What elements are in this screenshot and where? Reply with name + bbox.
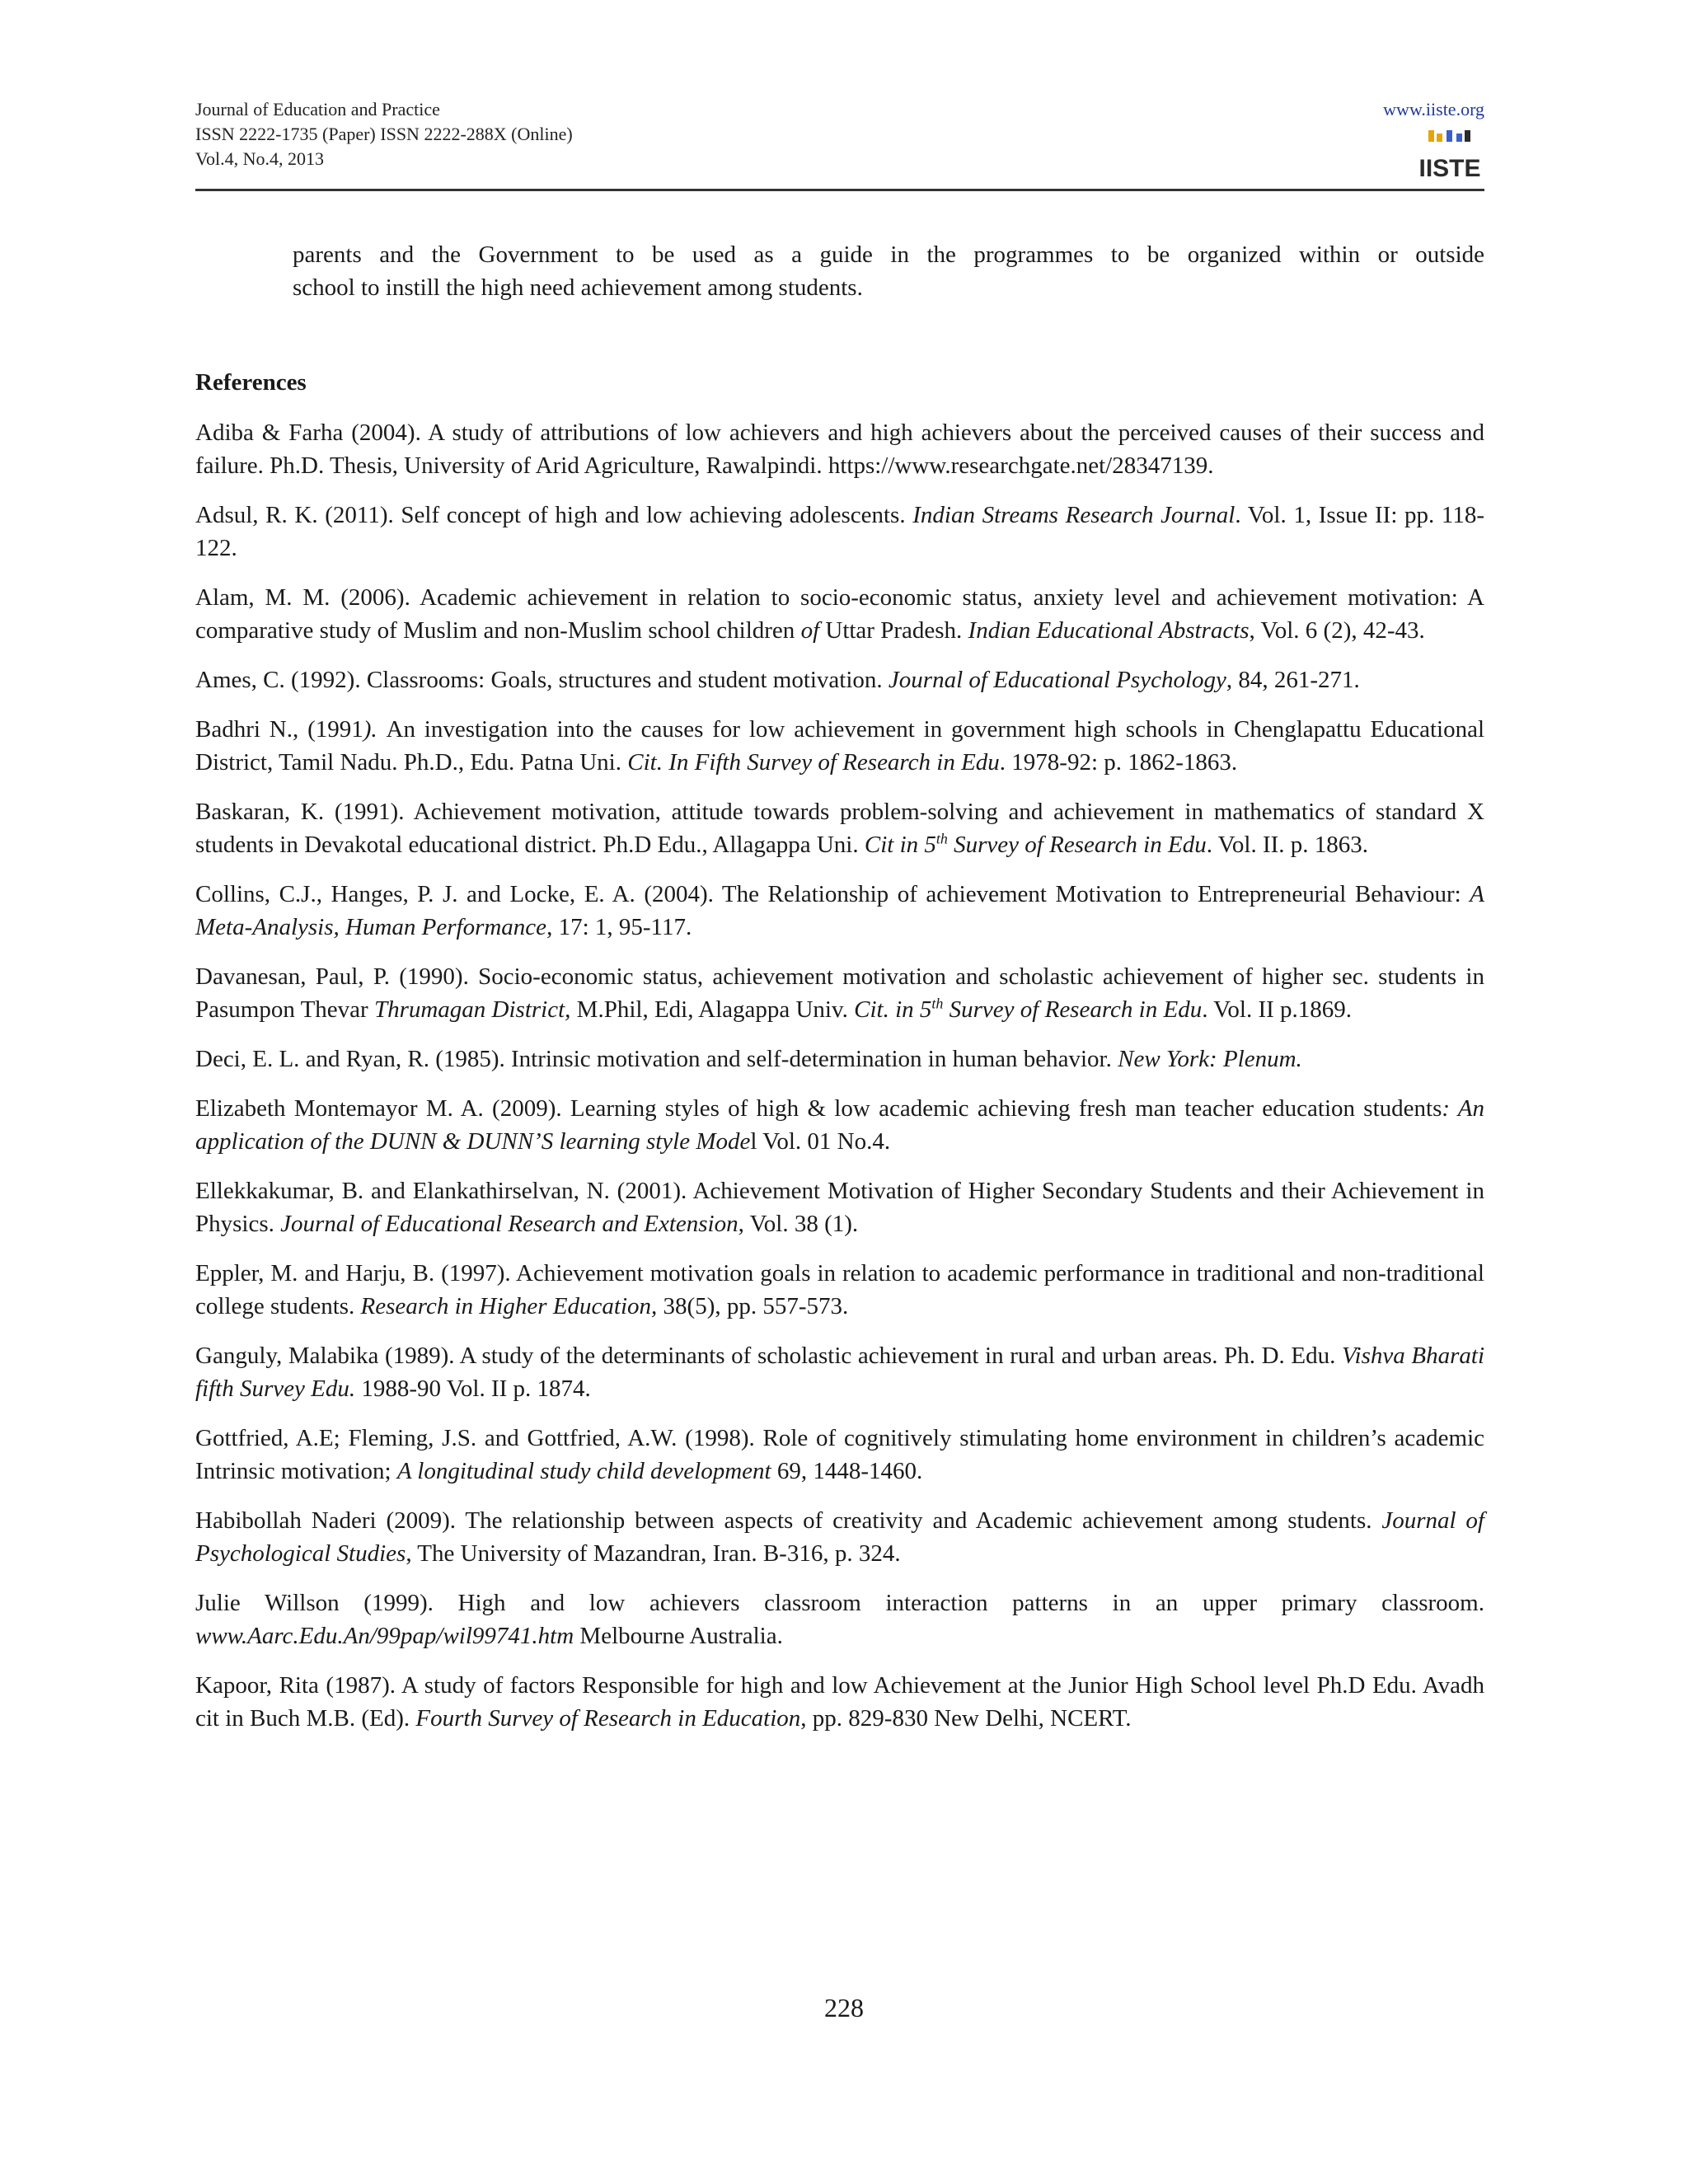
page-number: 228 [824,1993,864,2022]
reference-text-segment: Gottfried, A.E; Fleming, J.S. and Gottfried, A.W. (1998). Role of cognitively stimulating home environment in children’s academic Intrinsic motivation; [195,1425,1484,1484]
reference-item [195,499,1484,565]
page-header [195,97,1484,190]
reference-text-segment: Indian Educational Abstracts [968,617,1250,644]
reference-text-segment: ). [363,716,387,743]
reference-text-segment: l Vol. 01 No.4. [750,1128,891,1155]
reference-text-segment: Survey of Research in Edu [947,832,1207,858]
reference-text-segment: . Vol. II. p. 1863. [1206,832,1369,858]
reference-item [195,416,1484,482]
reference-text-segment: Cit. in 5 [854,996,932,1023]
reference-text-segment: Journal of Educational Research and Extension [280,1211,738,1237]
reference-text-segment: 69, 1448-1460. [771,1458,923,1484]
reference-text-segment: M.Phil, Edi, Alagappa Univ. [570,996,855,1023]
references-heading: References [195,369,307,396]
reference-text-segment: , The University of Mazandran, Iran. B-316, p. 324. [406,1540,901,1567]
reference-text-segment: 1988-90 Vol. II p. 1874. [355,1376,591,1402]
reference-text-segment: Deci, E. L. and Ryan, R. (1985). Intrinsic motivation and self-determination in human behavior. [195,1046,1118,1072]
reference-text-segment: , 84, 261-271. [1226,667,1360,693]
references-list [195,416,1484,1751]
reference-text-segment: Baskaran, K. (1991). Achievement motivation, attitude towards problem-solving and achievement in mathematics of standard X students in Devakotal educational district. Ph.D Edu., Allagappa Uni. [195,799,1484,858]
journal-issn: ISSN 2222-1735 (Paper) ISSN 2222-288X (Online) [195,124,573,144]
reference-text-segment: Uttar Pradesh. [819,617,968,644]
reference-item [195,1092,1484,1158]
reference-text-segment: Julie Willson (1999). High and low achievers classroom interaction patterns in an upper primary classroom. [195,1590,1484,1616]
reference-item [195,1257,1484,1323]
reference-item [195,713,1484,779]
journal-name: Journal of Education and Practice [195,99,440,120]
iiste-logo-icon [1418,129,1481,186]
reference-text-segment: Davanesan, Paul, P. (1990). Socio-economic status, achievement motivation and scholastic achievement of higher sec. students in Pasumpon Thevar [195,963,1484,1023]
reference-text-segment: of [800,617,820,644]
reference-item [195,581,1484,647]
reference-text-segment: , 17: 1, 95-117. [546,914,692,940]
journal-info [195,97,1484,171]
reference-item [195,1669,1484,1735]
reference-text-segment: Fourth Survey of Research in Education [415,1705,801,1732]
reference-item [195,878,1484,944]
intro-paragraph [293,238,1484,304]
reference-text-segment: Journal of Psychological Studies [195,1507,1484,1567]
reference-text-segment: th [931,995,944,1012]
reference-text-segment: , Vol. 38 (1). [738,1211,859,1237]
reference-text-segment: Kapoor, Rita (1987). A study of factors Responsible for high and low Achievement at the Junior High School level Ph.D Edu. Avadh cit in Buch M.B. (Ed). [195,1672,1484,1732]
header-rule [195,189,1484,191]
reference-text-segment: Ganguly, Malabika (1989). A study of the determinants of scholastic achievement in rural and urban areas. Ph. D. Edu. [195,1343,1342,1369]
reference-item [195,1586,1484,1652]
reference-text-segment: Adsul, R. K. (2011). Self concept of high and low achieving adolescents. [195,502,913,528]
reference-text-segment: 38(5), pp. 557-573. [657,1293,849,1319]
reference-text-segment: Thrumagan District, [373,996,571,1023]
reference-text-segment: Research in Higher Education, [360,1293,658,1319]
reference-text-segment: Alam, M. M. (2006). Academic achievement in relation to socio-economic status, anxiety level and achievement motivation: A comparative study of Muslim and non-Muslim school children [195,584,1484,644]
reference-item [195,795,1484,861]
reference-item [195,1422,1484,1488]
reference-item [195,1339,1484,1405]
reference-text-segment: : An application of the DUNN & DUNN’S learning style Mode [195,1095,1484,1155]
reference-text-segment: Vishva Bharati fifth Survey Edu. [195,1343,1485,1402]
reference-text-segment: Ames, C. (1992). Classrooms: Goals, structures and student motivation. [195,667,889,693]
reference-text-segment: A longitudinal study child development [396,1458,771,1484]
intro-line-1: parents and the Government to be used as a guide in the programmes to be organized within or outside [293,241,1484,268]
reference-text-segment: , pp. 829-830 New Delhi, NCERT. [800,1705,1132,1732]
reference-text-segment: Badhri N., (1991 [195,716,363,743]
reference-text-segment: Eppler, M. and Harju, B. (1997). Achievement motivation goals in relation to academic performance in traditional and non-traditional college students. [195,1260,1484,1319]
reference-text-segment: th [935,830,948,847]
reference-text-segment: . 1978-92: p. 1862-1863. [999,749,1238,776]
reference-text-segment: . Vol. II p.1869. [1202,996,1353,1023]
reference-text-segment: Journal of Educational Psychology [888,667,1226,693]
reference-text-segment: Habibollah Naderi (2009). The relationship between aspects of creativity and Academic achievement among students. [195,1507,1382,1534]
reference-text-segment: www.Aarc.Edu.An/99pap/wil99741.htm [195,1623,574,1649]
intro-line-2: school to instill the high need achievement among students. [293,274,863,301]
svg-text:IISTE: IISTE [1418,155,1481,182]
reference-item [195,960,1484,1026]
reference-text-segment: Elizabeth Montemayor M. A. (2009). Learning styles of high & low academic achieving fresh man teacher education students [195,1095,1442,1122]
reference-text-segment: Cit. In Fifth Survey of Research in Edu [627,749,1000,776]
reference-text-segment: Collins, C.J., Hanges, P. J. and Locke, E. A. (2004). The Relationship of achievement Motivation to Entrepreneurial Behaviour: [195,881,1470,907]
reference-text-segment: An investigation into the causes for low achievement in government high schools in Chenglapattu Educational District, Tamil Nadu. Ph.D., Edu. Patna Uni. [195,716,1484,776]
reference-text-segment: Melbourne Australia. [574,1623,783,1649]
header-right [1383,97,1484,122]
reference-text-segment: . Vol. 1, Issue II: pp. 118-122. [195,502,1485,561]
reference-text-segment: Cit in 5 [864,832,936,858]
reference-text-segment: New York: Plenum. [1118,1046,1302,1072]
reference-text-segment: Adiba & Farha (2004). A study of attributions of low achievers and high achievers about the perceived causes of their success and failure. Ph.D. Thesis, University of Arid Agriculture, Rawalpindi. https://www.researchgate.net/28347139. [195,419,1484,479]
reference-text-segment: , Vol. 6 (2), 42-43. [1249,617,1425,644]
reference-item [195,663,1484,696]
reference-text-segment: A Meta-Analysis, Human Performance [195,881,1484,940]
reference-text-segment: Survey of Research in Edu [943,996,1203,1023]
reference-text-segment: Indian Streams Research Journal [912,502,1236,528]
website-link[interactable]: www.iiste.org [1383,99,1484,120]
reference-text-segment: Ellekkakumar, B. and Elankathirselvan, N. (2001). Achievement Motivation of Higher Secondary Students and their Achievement in Physics. [195,1178,1484,1237]
journal-volume: Vol.4, No.4, 2013 [195,148,325,169]
reference-item [195,1504,1484,1570]
reference-item [195,1174,1484,1240]
reference-item [195,1043,1484,1076]
